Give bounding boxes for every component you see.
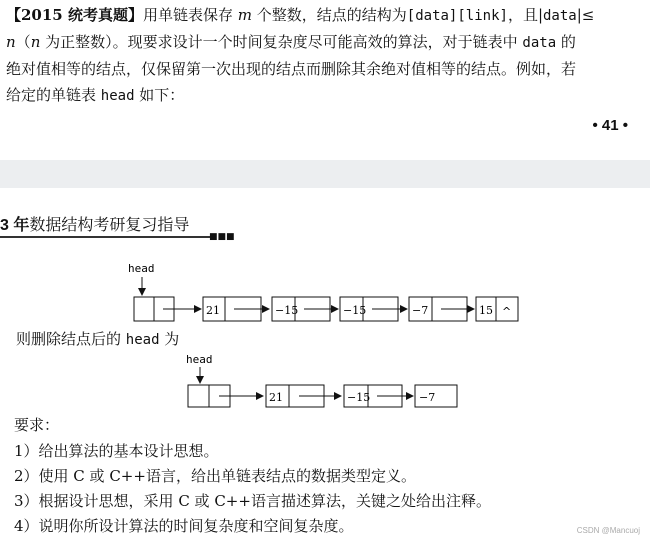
node-value: 21 — [269, 391, 283, 404]
text-fragment: 给定的单链表 — [6, 86, 101, 104]
var-m: m — [237, 6, 252, 24]
after-deletion-text — [16, 328, 179, 351]
requirement-item: 4）说明你所设计算法的时间复杂度和空间复杂度。 — [14, 517, 354, 535]
head-label: head — [128, 262, 155, 275]
text-fragment: 则删除结点后的 — [16, 330, 126, 348]
head-label: head — [186, 353, 213, 366]
text-fragment: ，且| — [507, 6, 543, 24]
node-value: −7 — [412, 304, 429, 317]
text-fragment: 的 — [556, 33, 576, 51]
list-node-tail — [476, 297, 518, 321]
node-value: −15 — [343, 304, 367, 317]
node-struct: [data][link] — [406, 8, 508, 24]
page-number: • 41 • — [592, 117, 628, 134]
text-fragment: 用单链表保存 — [142, 6, 238, 24]
text-fragment: 为正整数）。现要求设计一个时间复杂度尽可能高效的算法，对于链表中 — [40, 33, 523, 51]
null-symbol: ^ — [502, 305, 512, 318]
text-fragment: 绝对值相等的结点，仅保留第一次出现的结点而删除其余绝对值相等的结点。例如，若 — [6, 60, 577, 78]
text-fragment: |≤ — [576, 6, 595, 24]
header-squares: ■■■ — [209, 232, 235, 242]
head-keyword: head — [125, 332, 160, 348]
var-n: n — [6, 33, 16, 51]
node-value: 15 — [479, 304, 493, 317]
node-value: −15 — [275, 304, 299, 317]
requirement-item: 2）使用 C 或 C++语言，给出单链表结点的数据类型定义。 — [14, 467, 416, 485]
text-fragment: 如下： — [134, 86, 185, 104]
list-node-tail — [415, 385, 457, 407]
requirements-title: 要求： — [14, 416, 60, 434]
text-fragment: 为 — [159, 330, 180, 348]
node-value: −7 — [419, 391, 436, 404]
requirement-item: 3）根据设计思想，采用 C 或 C++语言描述算法，关键之处给出注释。 — [14, 492, 491, 510]
problem-tag: 【2015 统考真题】 — [6, 6, 143, 24]
head-keyword: head — [100, 88, 135, 104]
text-fragment: （ — [15, 33, 31, 51]
data-field: data — [522, 35, 557, 51]
var-n: n — [30, 33, 41, 51]
data-field: data — [543, 8, 577, 24]
node-value: −15 — [347, 391, 371, 404]
node-value: 21 — [206, 304, 220, 317]
watermark: CSDN @Mancuoj — [576, 526, 640, 535]
header-year: 3 年 — [0, 217, 30, 234]
requirement-item: 1）给出算法的基本设计思想。 — [14, 442, 219, 460]
header-title: 数据结构考研复习指导 — [29, 217, 190, 234]
text-fragment: 个整数，结点的结构为 — [252, 6, 407, 24]
